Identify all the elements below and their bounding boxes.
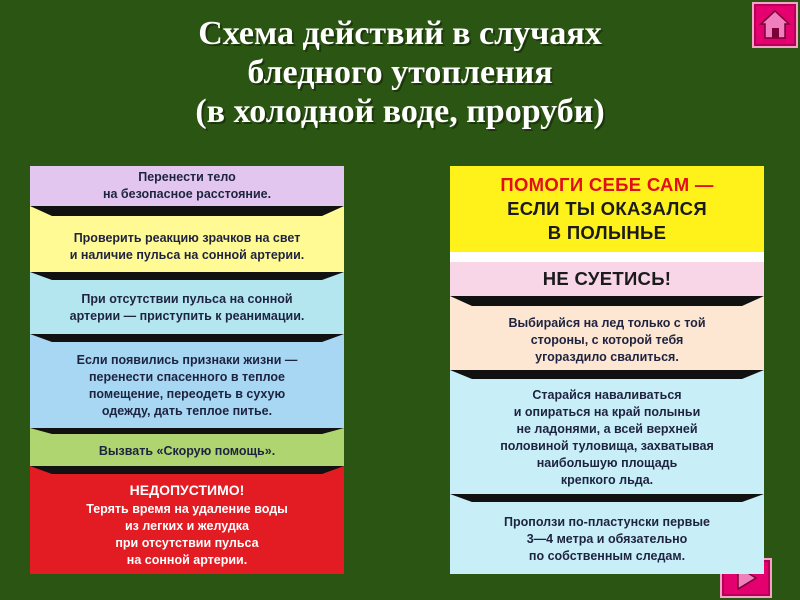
step-divider (30, 272, 344, 282)
step-call-ambulance: Вызвать «Скорую помощь». (30, 436, 344, 466)
rescue-steps-panel (30, 166, 344, 574)
dont-panic-warning: НЕ СУЕТИСЬ! (450, 262, 764, 296)
step-crawl: Проползи по-пластунски первые 3—4 метра и обязательно по собственным следам. (450, 504, 764, 574)
step-move-body: Перенести тело на безопасное расстояние. (30, 166, 344, 206)
step-climb-out: Выбирайся на лед только с той стороны, с которой тебя угораздило свалиться. (450, 310, 764, 370)
title-line-2: бледного утопления (247, 54, 553, 91)
page-title (60, 14, 740, 131)
step-divider (450, 252, 764, 262)
step-check-pulse: Проверить реакцию зрачков на свет и наличие пульса на сонной артерии. (30, 222, 344, 272)
title-line-1: Схема действий в случаях (198, 15, 602, 52)
step-divider (30, 428, 344, 436)
step-divider (450, 494, 764, 504)
step-divider (30, 466, 344, 476)
alert-not-allowed: НЕДОПУСТИМО! Терять время на удаление воды из легких и желудка при отсутствии пульса на сонной артерии. (30, 476, 344, 574)
self-help-header: ПОМОГИ СЕБЕ САМ — ЕСЛИ ТЫ ОКАЗАЛСЯ В ПОЛЫНЬЕ (450, 166, 764, 252)
title-line-3: (в холодной воде, проруби) (195, 93, 605, 130)
home-icon (754, 4, 796, 46)
self-help-panel (450, 166, 764, 574)
alert-title: НЕДОПУСТИМО! (129, 481, 245, 498)
step-divider (30, 206, 344, 222)
home-button[interactable] (752, 2, 798, 48)
step-lean-on-ice: Старайся наваливаться и опираться на край полыньи не ладонями, а всей верхней половиной туловища, захватывая наибольшую площадь крепкого льда. (450, 382, 764, 494)
step-resuscitation: При отсутствии пульса на сонной артерии — приступить к реанимации. (30, 282, 344, 334)
step-divider (450, 296, 764, 310)
step-warm-room: Если появились признаки жизни — перенести спасенного в теплое помещение, переодеть в сухую одежду, дать теплое питье. (30, 344, 344, 428)
step-divider (30, 334, 344, 344)
step-divider (450, 370, 764, 382)
